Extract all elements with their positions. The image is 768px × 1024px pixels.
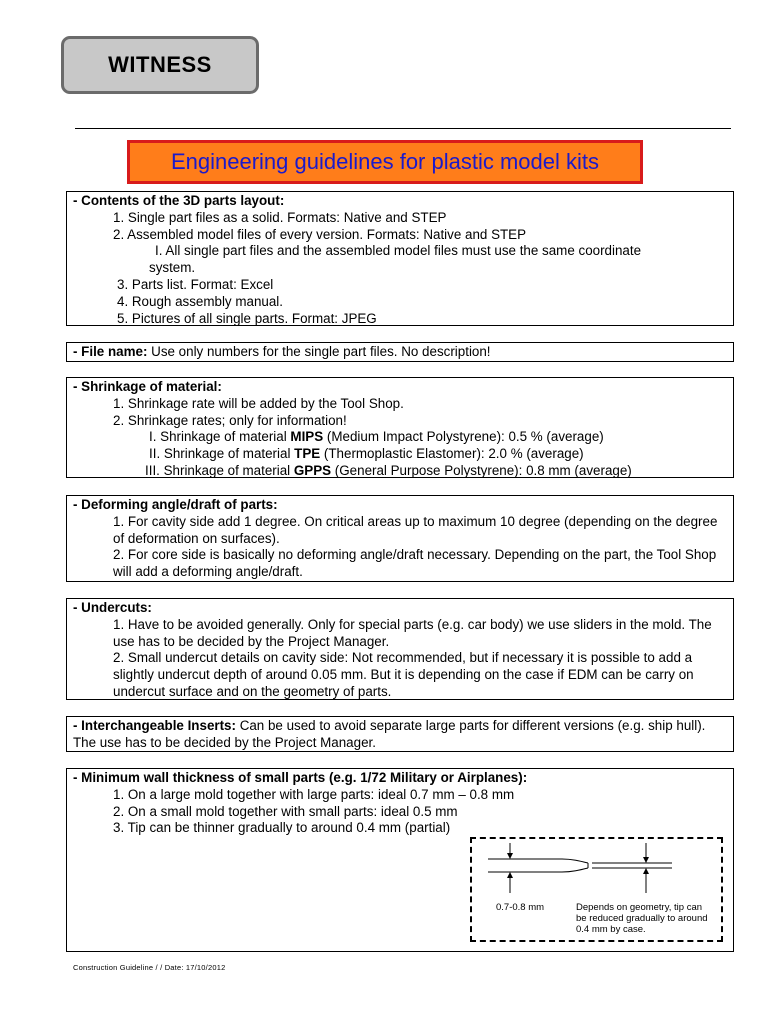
section-text: Use only numbers for the single part files. No description! <box>147 344 491 359</box>
page-title: Engineering guidelines for plastic model kits <box>127 140 643 184</box>
section-heading: - Deforming angle/draft of parts: <box>73 497 278 512</box>
list-item: 2. Shrinkage rates; only for information! <box>113 412 347 428</box>
section-text: Can be used to avoid separate large parts for different versions (e.g. ship hull). The use has to be decided by the Project Manager. <box>73 718 706 750</box>
witness-label: WITNESS <box>61 36 259 94</box>
list-item: 3. Parts list. Format: Excel <box>117 276 274 292</box>
list-item: 1. Shrinkage rate will be added by the Tool Shop. <box>113 395 404 411</box>
section-contents <box>66 191 734 326</box>
list-item: II. Shrinkage of material TPE (Thermoplastic Elastomer): 2.0 % (average) <box>149 446 584 462</box>
diagram-right-label: Depends on geometry, tip can be reduced gradually to around 0.4 mm by case. <box>576 902 708 935</box>
list-item: I. Shrinkage of material MIPS (Medium Impact Polystyrene): 0.5 % (average) <box>149 429 604 445</box>
section-heading: - File name: <box>73 344 148 359</box>
section-heading: - Shrinkage of material: <box>73 379 222 394</box>
diagram-left-label: 0.7-0.8 mm <box>496 902 545 913</box>
list-item: III. Shrinkage of material GPPS (General Purpose Polystyrene): 0.8 mm (average) <box>145 462 632 478</box>
section-shrinkage <box>66 377 734 478</box>
section-heading: - Interchangeable Inserts: <box>73 718 236 733</box>
list-item: 1. Single part files as a solid. Formats: Native and STEP <box>113 209 447 225</box>
section-heading: - Contents of the 3D parts layout: <box>73 193 285 208</box>
list-item: 3. Tip can be thinner gradually to around 0.4 mm (partial) <box>113 820 451 836</box>
list-item: 1. For cavity side add 1 degree. On critical areas up to maximum 10 degree (depending on the degree of deformation on surfaces). <box>113 513 718 546</box>
footer: Construction Guideline / / Date: 17/10/2012 <box>73 963 226 972</box>
list-item: 1. Have to be avoided generally. Only for special parts (e.g. car body) we use sliders in the mold. The use has to be decided by the Project Manager. <box>113 616 712 649</box>
wall-thickness-diagram <box>470 837 723 942</box>
list-item: 2. Small undercut details on cavity side: Not recommended, but if necessary it is possible to add a slightly undercut depth of around 0.05 mm. But it is depending on the case if EDM can be carry on undercut surface and on the geometry of parts. <box>113 650 694 699</box>
horizontal-rule <box>75 128 731 129</box>
list-item: system. <box>149 260 196 276</box>
section-undercuts <box>66 598 734 700</box>
list-item: 1. On a large mold together with large parts: ideal 0.7 mm – 0.8 mm <box>113 786 515 802</box>
list-item: 2. On a small mold together with small parts: ideal 0.5 mm <box>113 803 458 819</box>
section-heading: - Minimum wall thickness of small parts (e.g. 1/72 Military or Airplanes): <box>73 770 528 785</box>
list-item: 2. For core side is basically no deforming angle/draft necessary. Depending on the part, the Tool Shop will add a deforming angle/draft. <box>113 547 717 580</box>
list-item: I. All single part files and the assembled model files must use the same coordinate <box>155 243 642 259</box>
section-heading: - Undercuts: <box>73 600 152 615</box>
list-item: 2. Assembled model files of every version. Formats: Native and STEP <box>113 226 527 242</box>
section-draft <box>66 495 734 582</box>
section-inserts <box>66 716 734 752</box>
section-file-name <box>66 342 734 362</box>
list-item: 4. Rough assembly manual. <box>117 293 283 309</box>
list-item: 5. Pictures of all single parts. Format: JPEG <box>117 310 377 326</box>
